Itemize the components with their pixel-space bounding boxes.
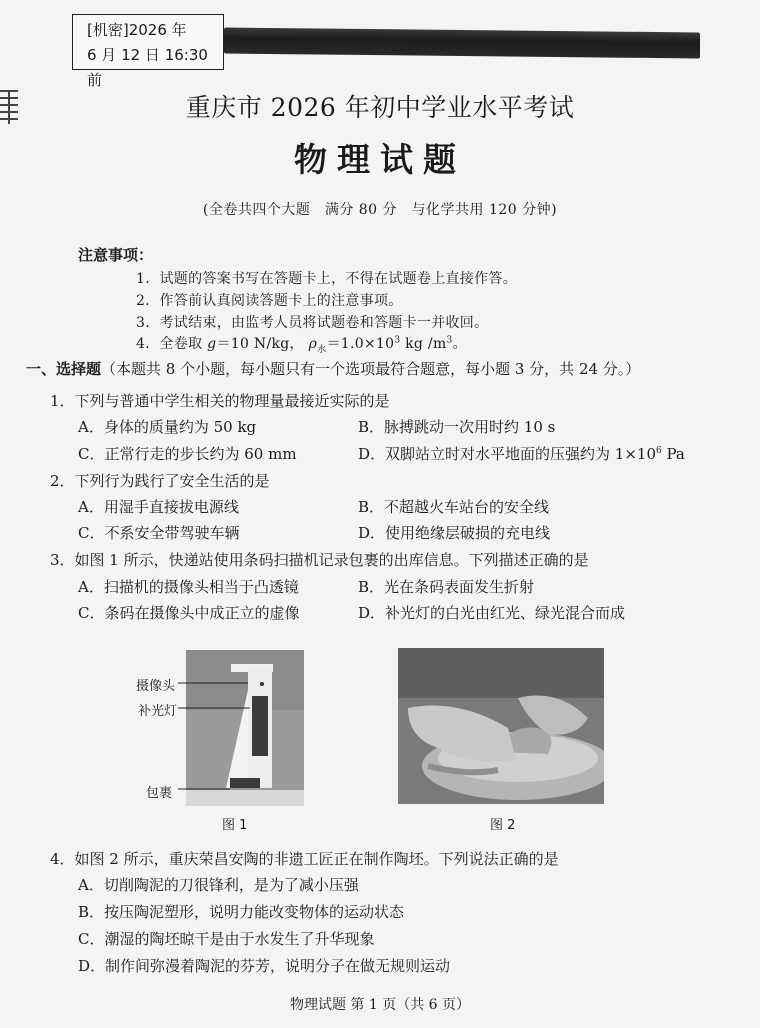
fig1-leader-lines — [170, 670, 270, 800]
redaction-bar — [224, 28, 700, 59]
fig1-label: 补光灯 — [138, 704, 178, 719]
question-stem: 2．下列行为践行了安全生活的是 — [50, 472, 270, 490]
page-footer: 物理试题 第 1 页（共 6 页） — [289, 997, 471, 1013]
notice-heading: 注意事项： — [78, 246, 154, 264]
exam-title: 重庆市 2026 年初中学业水平考试 — [185, 93, 575, 122]
fig1-caption: 图 1 — [222, 818, 248, 833]
question-stem: 1．下列与普通中学生相关的物理量最接近实际的是 — [50, 392, 390, 410]
secret-line-2: 6 月 12 日 16:30 前 — [87, 46, 208, 89]
option-d: D．双脚站立时对水平地面的压强约为 $1\times 10^6$ Pa — [358, 445, 685, 463]
question-stem: 3．如图 1 所示，快递站使用条码扫描机记录包裹的出库信息。下列描述正确的是 — [50, 551, 589, 569]
figure-2-image — [398, 648, 604, 804]
notice-item-4: 4．全卷取 g＝10 N/kg， $\rho_水=1.0\times 10^3$ kg $/m^3$。 — [136, 335, 467, 355]
option: A．切削陶泥的刀很锋利，是为了减小压强 — [78, 876, 359, 894]
fig2-caption: 图 2 — [490, 818, 516, 833]
confidential-stamp — [72, 14, 224, 89]
section-title: 一、选择题 — [26, 360, 102, 378]
fig1-label: 摄像头 — [136, 679, 176, 694]
option: A．用湿手直接拔电源线 — [78, 498, 239, 516]
pottery-wheel-illustration — [398, 648, 604, 804]
section-desc: （本题共 8 个小题，每小题只有一个选项最符合题意，每小题 3 分，共 24 分。） — [101, 360, 641, 378]
option: D．使用绝缘层破损的充电线 — [358, 524, 551, 542]
notice-item: 3．考试结束，由监考人员将试题卷和答题卡一并收回。 — [136, 315, 489, 331]
option: B．不超越火车站台的安全线 — [358, 498, 550, 516]
exam-subtitle: (全卷共四个大题 满分 80 分 与化学共用 120 分钟) — [202, 202, 558, 218]
secret-line-1: [机密]2026 年 — [87, 21, 187, 39]
option: D．补光灯的白光由红光、绿光混合而成 — [358, 604, 626, 622]
option: C．正常行走的步长约为 60 mm — [78, 445, 297, 463]
option: B．按压陶泥塑形，说明力能改变物体的运动状态 — [78, 903, 405, 921]
notice-item: 2．作答前认真阅读答题卡上的注意事项。 — [136, 293, 403, 309]
section-header — [26, 358, 640, 379]
notice-item: 1．试题的答案书写在答题卡上，不得在试题卷上直接作答。 — [136, 271, 518, 287]
option: C．条码在摄像头中成正立的虚像 — [78, 604, 300, 622]
option: A．扫描机的摄像头相当于凸透镜 — [78, 578, 299, 596]
option: A．身体的质量约为 50 kg — [78, 418, 257, 436]
fig1-label: 包裹 — [146, 786, 173, 801]
option: C．不系安全带驾驶车辆 — [78, 524, 240, 542]
option: D．制作间弥漫着陶泥的芬芳，说明分子在做无规则运动 — [78, 957, 451, 975]
subject-title: 物理试题 — [294, 140, 466, 179]
option: B．光在条码表面发生折射 — [358, 578, 535, 596]
option: B．脉搏跳动一次用时约 10 s — [358, 418, 556, 436]
option: C．潮湿的陶坯晾干是由于水发生了升华现象 — [78, 930, 375, 948]
question-stem: 4．如图 2 所示，重庆荣昌安陶的非遗工匠正在制作陶坯。下列说法正确的是 — [50, 850, 559, 868]
